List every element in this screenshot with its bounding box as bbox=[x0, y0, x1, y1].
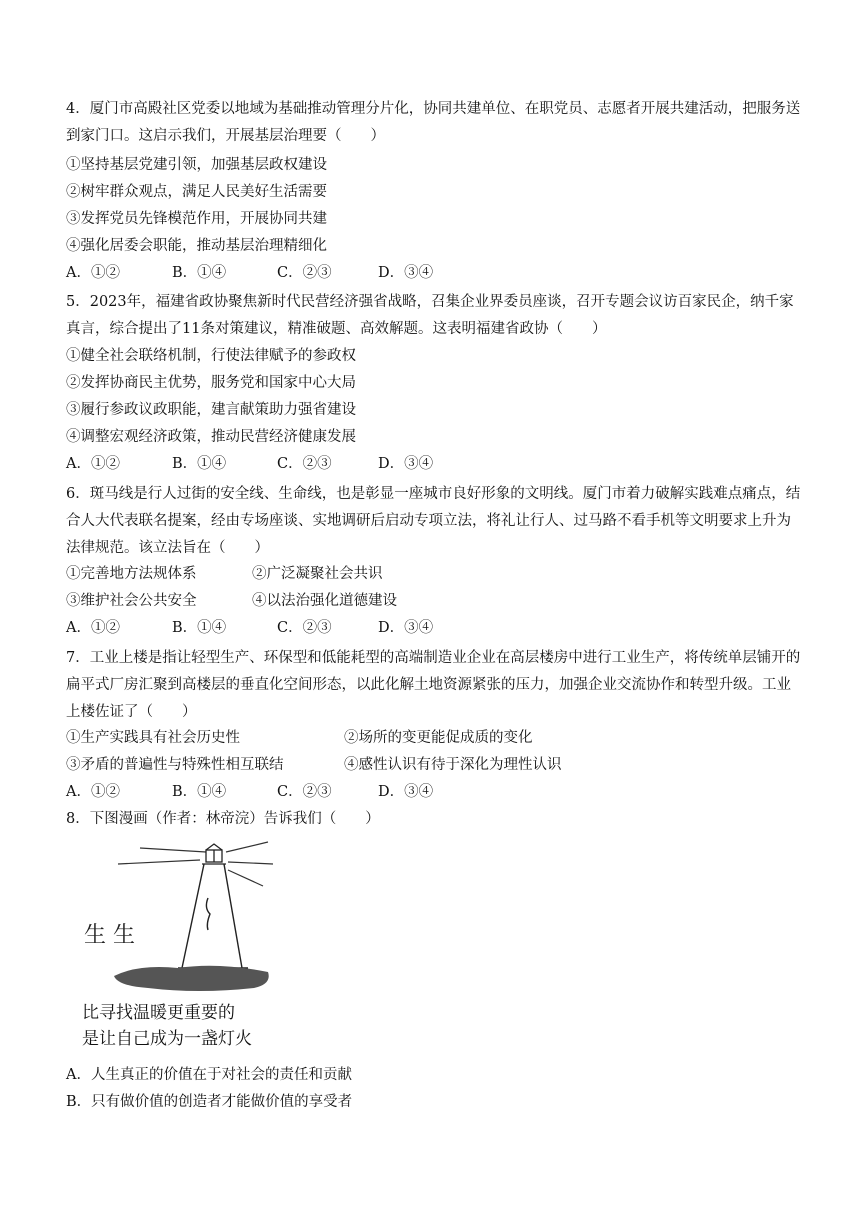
question-5-option-4: ④调整宏观经济政策，推动民营经济健康发展 bbox=[66, 429, 356, 445]
question-5-choice-b: B．①④ bbox=[172, 456, 227, 472]
question-7-choice-d: D．③④ bbox=[378, 784, 434, 800]
question-5-option-1: ①健全社会联络机制，行使法律赋予的参政权 bbox=[66, 348, 356, 364]
question-4-option-2: ②树牢群众观点，满足人民美好生活需要 bbox=[66, 184, 327, 200]
light-rays bbox=[118, 842, 273, 886]
question-8-choice-b: B．只有做价值的创造者才能做价值的享受者 bbox=[66, 1094, 353, 1110]
question-4-option-3: ③发挥党员先锋模范作用，开展协同共建 bbox=[66, 211, 327, 227]
question-4-stem: 4．厦门市高殿社区党委以地域为基础推动管理分片化，协同共建单位、在职党员、志愿者开展共建活动，把服务送到家门口。这启示我们，开展基层治理要（ ） bbox=[66, 101, 801, 144]
question-6-choice-b: B．①④ bbox=[172, 620, 227, 636]
question-4-choice-b: B．①④ bbox=[172, 265, 227, 281]
lighthouse-drawing bbox=[78, 838, 278, 1053]
question-6-option-1: ①完善地方法规体系 bbox=[66, 566, 197, 582]
ground-shadow bbox=[114, 966, 269, 991]
question-7-choice-a: A．①② bbox=[66, 784, 120, 800]
question-7-stem: 7．工业上楼是指让轻型生产、环保型和低能耗型的高端制造业企业在高层楼房中进行工业生产，将传统单层铺开的扁平式厂房汇聚到高楼层的垂直化空间形态，以此化解土地资源紧张的压力，加强企业交流协作和转型升级。工业上楼佐证了（ ） bbox=[66, 650, 801, 720]
cartoon-side-text: 生 生 bbox=[84, 923, 135, 948]
lamp-house bbox=[202, 844, 226, 864]
question-6-option-3: ③维护社会公共安全 bbox=[66, 593, 197, 609]
question-6-option-2: ②广泛凝聚社会共识 bbox=[252, 566, 383, 582]
question-5-option-2: ②发挥协商民主优势，服务党和国家中心大局 bbox=[66, 375, 356, 391]
question-4-choice-c: C．②③ bbox=[277, 265, 332, 281]
question-6-choice-a: A．①② bbox=[66, 620, 120, 636]
lighthouse-cartoon bbox=[78, 838, 278, 1053]
question-4-option-4: ④强化居委会职能，推动基层治理精细化 bbox=[66, 238, 327, 254]
question-6-choice-d: D．③④ bbox=[378, 620, 434, 636]
cartoon-caption-line-2: 是让自己成为一盏灯火 bbox=[82, 1029, 252, 1049]
question-7-option-4: ④感性认识有待于深化为理性认识 bbox=[344, 757, 562, 773]
question-7-option-1: ①生产实践具有社会历史性 bbox=[66, 730, 240, 746]
question-7-choice-c: C．②③ bbox=[277, 784, 332, 800]
question-5-choice-c: C．②③ bbox=[277, 456, 332, 472]
question-7-choice-b: B．①④ bbox=[172, 784, 227, 800]
question-8-choice-a: A．人生真正的价值在于对社会的责任和贡献 bbox=[66, 1067, 352, 1083]
question-7-option-2: ②场所的变更能促成质的变化 bbox=[344, 730, 533, 746]
question-5-choice-a: A．①② bbox=[66, 456, 120, 472]
question-6-choice-c: C．②③ bbox=[277, 620, 332, 636]
question-5-choice-d: D．③④ bbox=[378, 456, 434, 472]
question-8-stem: 8．下图漫画（作者：林帝浣）告诉我们（ ） bbox=[66, 811, 380, 827]
question-5-stem: 5．2023年，福建省政协聚焦新时代民营经济强省战略，召集企业界委员座谈，召开专题会议访百家民企，纳千家真言，综合提出了11条对策建议，精准破题、高效解题。这表明福建省政协（ ） bbox=[66, 294, 794, 337]
lighthouse-tower bbox=[178, 864, 248, 968]
question-4-option-1: ①坚持基层党建引领，加强基层政权建设 bbox=[66, 157, 327, 173]
question-6-option-4: ④以法治强化道德建设 bbox=[252, 593, 397, 609]
cartoon-caption-line-1: 比寻找温暖更重要的 bbox=[82, 1003, 235, 1023]
question-4-choice-d: D．③④ bbox=[378, 265, 434, 281]
question-5-option-3: ③履行参政议政职能，建言献策助力强省建设 bbox=[66, 402, 356, 418]
question-6-stem: 6．斑马线是行人过街的安全线、生命线，也是彰显一座城市良好形象的文明线。厦门市着力破解实践难点痛点，结合人大代表联名提案，经由专场座谈、实地调研后启动专项立法，将礼让行人、过马路不看手机等文明要求上升为法律规范。该立法旨在（ ） bbox=[66, 486, 801, 556]
question-4-choice-a: A．①② bbox=[66, 265, 120, 281]
question-7-option-3: ③矛盾的普遍性与特殊性相互联结 bbox=[66, 757, 284, 773]
